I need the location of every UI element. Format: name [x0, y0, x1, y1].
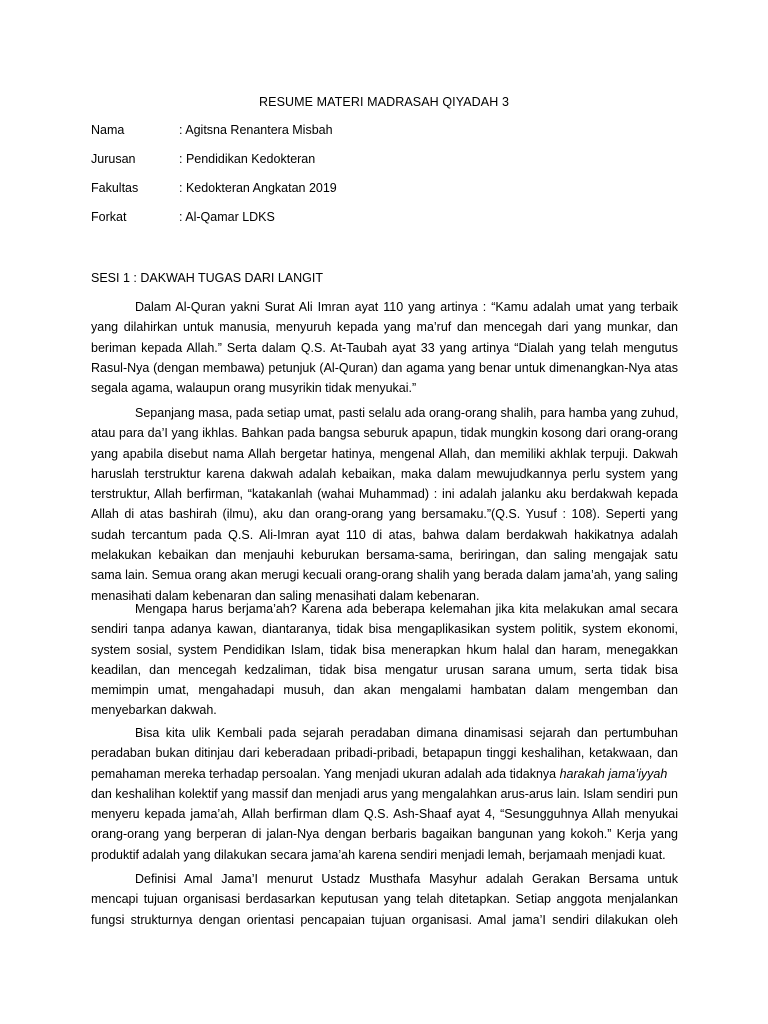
- paragraph-line: mencapi tujuan organisasi berdasarkan keputusan yang telah ditetapkan. Setiap anggota menjalankan: [91, 892, 678, 907]
- italic-term: harakah jama’iyyah: [559, 766, 668, 781]
- paragraph-3: [91, 599, 678, 721]
- paragraph-line: fungsi strukturnya dengan orientasi pencapaian tujuan organisasi. Amal jama’I sendiri dilakukan oleh: [91, 912, 678, 927]
- paragraph-line: beriman kepada Allah.” Serta dalam Q.S. At-Taubah ayat 33 yang artinya “Dialah yang telah mengutus: [91, 340, 678, 355]
- paragraph-1: [91, 297, 678, 398]
- paragraph-4: [91, 723, 678, 865]
- info-value: : Al-Qamar LDKS: [179, 210, 275, 224]
- paragraph-line: menyeru kepada jama’ah, Allah berfirman dlam Q.S. Ash-Shaaf ayat 4, “Sesungguhnya Allah menyukai: [91, 807, 678, 822]
- paragraph-line: system sosial, system Pendidikan Islam, tidak bisa menerapkan hkum halal dan haram, menegakkan: [91, 642, 678, 657]
- info-row-faculty: [91, 179, 691, 197]
- paragraph-text: pemahaman mereka terhadap persoalan. Yang menjadi ukuran adalah ada tidaknya: [91, 766, 560, 781]
- paragraph-line: sudah tercantum pada Q.S. Ali-Imran ayat 110 di atas, bahwa dalam berdakwah hakikatnya adalah: [91, 527, 678, 542]
- info-label: Fakultas: [91, 181, 139, 195]
- paragraph-line: Definisi Amal Jama’I menurut Ustadz Musthafa Masyhur adalah Gerakan Bersama untuk: [135, 872, 678, 886]
- paragraph-2: [91, 403, 678, 606]
- info-label: Jurusan: [91, 152, 136, 166]
- paragraph-line: peradaban bukan ditinjau dari keberadaan pribadi-pribadi, betapapun tinggi keshalihan, ketakwaan, dan: [91, 746, 678, 761]
- document-title: RESUME MATERI MADRASAH QIYADAH 3: [259, 95, 509, 109]
- paragraph-line: [91, 764, 678, 784]
- paragraph-line: dan keshalihan kolektif yang massif dan menjadi arus yang mengalahkan arus-arus lain. Islam sendiri pun: [91, 786, 678, 801]
- paragraph-line: Dalam Al-Quran yakni Surat Ali Imran ayat 110 yang artinya : “Kamu adalah umat yang terbaik: [135, 300, 678, 314]
- info-row-department: [91, 150, 691, 168]
- info-row-forkat: [91, 208, 691, 226]
- paragraph-line: Allah di atas bashirah (ilmu), aku dan orang-orang yang bersamaku.”(Q.S. Yusuf : 108). Seperti yang: [91, 507, 678, 522]
- paragraph-line: menasihati dalam kebenaran dan saling menasihati dalam kebenaran.: [91, 588, 480, 603]
- paragraph-line: terstruktur, Allah berfirman, “katakanlah (wahai Muhammad) : ini adalah jalanku aku berdakwah kepada: [91, 487, 678, 502]
- session-heading: SESI 1 : DAKWAH TUGAS DARI LANGIT: [91, 271, 323, 285]
- paragraph-line: segala agama, walaupun orang musyrikin tidak menyukai.”: [91, 381, 417, 396]
- paragraph-line: atau para da’I yang ikhlas. Bahkan pada bangsa seburuk apapun, tidak mungkin kosong dari orang-orang: [91, 426, 678, 441]
- paragraph-line: Bisa kita ulik Kembali pada sejarah peradaban dimana dinamisasi sejarah dan pertumbuhan: [135, 726, 678, 740]
- paragraph-5: [91, 869, 678, 930]
- paragraph-line: sama lain. Semua orang akan merugi kecuali orang-orang shalih yang berada dalam jama’ah, yang saling: [91, 568, 678, 583]
- info-value: : Kedokteran Angkatan 2019: [179, 181, 337, 195]
- paragraph-line: menyebarkan dakwah.: [91, 703, 217, 718]
- paragraph-line: haruslah terstruktur karena dakwah adalah kebaikan, maka dalam mewujudkannya perlu system yang: [91, 466, 678, 481]
- paragraph-line: yang apabila disebut nama Allah bergetar hatinya, mengenal Allah, dan memiliki akhlak terpuji. Dakwah: [91, 446, 678, 461]
- paragraph-line: yang dilahirkan untuk manusia, menyuruh kepada yang ma’ruf dan mencegah dari yang munkar, dan: [91, 320, 678, 335]
- paragraph-line: melakukan kebaikan dan menjauhi keburukan bersama-sama, beriringan, dan saling mengajak satu: [91, 548, 678, 563]
- paragraph-line: Sepanjang masa, pada setiap umat, pasti selalu ada orang-orang shalih, para hamba yang zuhud,: [135, 406, 679, 420]
- paragraph-line: produktif adalah yang dilakukan secara jama’ah karena sendiri menjadi lemah, berjamaah menjadi kuat.: [91, 847, 666, 862]
- paragraph-line: memimpin umat, mengahadapi musuh, dan akan mengalami hambatan dalam mengemban dan: [91, 683, 678, 698]
- info-label: Nama: [91, 123, 125, 137]
- info-row-name: [91, 121, 691, 139]
- info-label: Forkat: [91, 210, 127, 224]
- paragraph-line: orang-orang yang berperan di jalan-Nya dengan berbaris bagaikan bangunan yang kokoh.” Kerja yang: [91, 827, 678, 842]
- paragraph-line: keadilan, dan mencegah kedzaliman, tidak bisa mengatur urusan sarana umum, serta tidak bisa: [91, 662, 678, 677]
- info-value: : Agitsna Renantera Misbah: [179, 123, 333, 137]
- paragraph-line: sendiri tanpa adanya kawan, diantaranya, tidak bisa mengaplikasikan system politik, system ekonomi,: [91, 622, 678, 637]
- paragraph-line: Rasul-Nya (dengan membawa) petunjuk (Al-Quran) dan agama yang benar untuk dimenangkan-Nya atas: [91, 360, 678, 375]
- paragraph-line: Mengapa harus berjama’ah? Karena ada beberapa kelemahan jika kita melakukan amal secara: [135, 602, 678, 616]
- info-value: : Pendidikan Kedokteran: [179, 152, 316, 166]
